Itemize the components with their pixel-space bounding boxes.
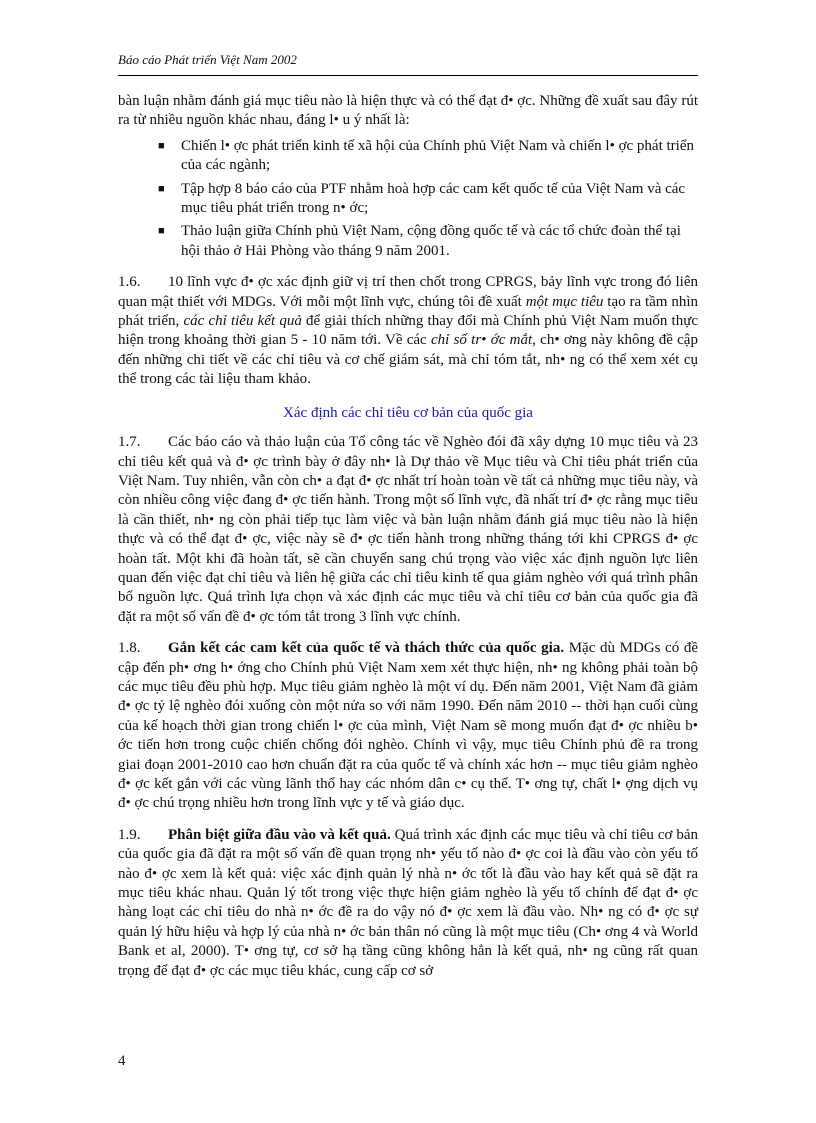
paragraph-text: 10 lĩnh vực đ• ợc xác định giữ vị trí then chốt trong CPRGS, bảy lĩnh vực trong đó liên quan mật thiết với MDGs. Với mỗi một lĩnh vực, chúng tôi đề xuất [118,274,698,310]
italic-term: các chỉ tiêu kết quả [183,313,302,330]
list-item [118,137,698,176]
paragraph-number: 1.8. [118,640,141,657]
paragraph-text: , ch• ơng này không đề cập đến những chi tiết về các chỉ tiêu và cơ chế giám sát, mà chỉ tóm tắt, nh• ng có thể xem xét cụ thể trong các tài liệu tham khảo. [118,332,698,388]
page-number: 4 [118,1053,126,1069]
paragraph-1-7 [118,433,698,627]
paragraph-number: 1.6. [118,274,141,291]
bullet-list [118,137,698,261]
running-header: Báo cáo Phát triển Việt Nam 2002 [118,52,297,67]
paragraph-text: để giải thích những thay đổi mà Chính phủ Việt Nam muốn thực hiện trong khoảng thời gian 5 - 10 năm tới. Về các [118,313,698,349]
paragraph-1-6 [118,273,698,389]
square-bullet-icon: ■ [158,182,165,195]
italic-term: một mục tiêu [525,293,604,310]
list-item [118,180,698,219]
paragraph-1-9 [118,826,698,981]
square-bullet-icon: ■ [158,225,165,238]
bullet-text: Thảo luận giữa Chính phủ Việt Nam, cộng đồng quốc tế và các tổ chức đoàn thể tại hội thảo ở Hải Phòng vào tháng 9 năm 2001. [181,223,681,259]
italic-term: chỉ số tr• ớc mắt [430,332,533,349]
paragraph-bold-lead: Phân biệt giữa đầu vào và kết quả. [168,826,391,843]
paragraph-number: 1.7. [118,434,141,451]
header-rule [118,75,698,76]
paragraph-text: tạo ra tầm nhìn phát triển, [118,293,698,330]
paragraph-1-8 [118,639,698,814]
bullet-text: Chiến l• ợc phát triển kinh tế xã hội của Chính phủ Việt Nam và chiến l• ợc phát triển của các ngành; [181,137,694,174]
square-bullet-icon: ■ [158,139,165,152]
list-item [118,222,698,261]
section-heading: Xác định các chỉ tiêu cơ bản của quốc gia [283,404,533,421]
bullet-text: Tập hợp 8 báo cáo của PTF nhằm hoà hợp các cam kết quốc tế của Việt Nam và các mục tiêu phát triển trong n• ớc; [181,180,686,217]
paragraph-number: 1.9. [118,826,141,843]
paragraph-text: Quá trình xác định các mục tiêu và chỉ tiêu cơ bản của quốc gia đã đặt ra một số vấn đề quan trọng nh• yếu tố nào đ• ợc coi là đầu vào còn yếu tố nào đ• ợc xem là kết quả: việc xác định quản lý nhà n• ớc tốt là đầu vào hay kết quả sẽ đặt ra mục tiêu khác nhau. Quản lý tốt trong việc thực hiện giảm nghèo là yếu tố chính để đạt đ• ợc hàng loạt các chỉ tiêu do nhà n• ớc đề ra do vậy nó đ• ợc xem là đầu vào. Nh• ng có đ• ợc sự quản lý hữu hiệu và hợp lý của nhà n• ớc bản thân nó cũng là một mục tiêu (Ch• ơng 4 và World Bank et al, 2000). T• ơng tự, cơ sở hạ tầng cũng không hẳn là kết quả, nh• ng cũng rất quan trọng để đạt đ• ợc các mục tiêu khác, cung cấp cơ sở [118,826,698,979]
document-body [118,92,698,981]
paragraph-text: Các báo cáo và thảo luận của Tổ công tác về Nghèo đói đã xây dựng 10 mục tiêu và 23 chỉ tiêu kết quả và đ• ợc trình bày ở đây nh• là Dự thảo về Mục tiêu và Chỉ tiêu phát triển của Việt Nam. Tuy nhiên, vẫn còn ch• a đạt đ• ợc nhất trí hoàn toàn về tất cả những mục tiêu này, và còn nhiều công việc đang đ• ợc tiến hành. Trong một số lĩnh vực, đã nhất trí đ• ợc rằng mục tiêu là cần thiết, nh• ng còn phải tiếp tục làm việc và bàn luận nhằm đánh giá mục tiêu nào là hiện thực và có thể đạt đ• ợc, việc này sẽ đ• ợc tiến hành trong những tháng tới khi CPRGS đ• ợc hoàn tất. Một khi đã hoàn tất, sẽ cần chuyển sang chú trọng vào việc xác định nguồn lực liên quan đến việc đạt chỉ tiêu và liên hệ giữa các chỉ tiêu kinh tế qua giảm nghèo với quá trình phân bổ nguồn lực. Quá trình lựa chọn và xác định các mục tiêu và chỉ tiêu cơ bản của quốc gia đã đặt ra một số vấn đề đ• ợc tóm tắt trong 3 lĩnh vực chính. [118,434,698,625]
intro-paragraph: bàn luận nhằm đánh giá mục tiêu nào là hiện thực và có thể đạt đ• ợc. Những đề xuất sau đây rút ra từ nhiều nguồn khác nhau, đáng l• u ý nhất là: [118,93,698,129]
paragraph-bold-lead: Gắn kết các cam kết của quốc tế và thách thức của quốc gia. [168,640,565,657]
paragraph-text: Mặc dù MDGs có đề cập đến ph• ơng h• ớng cho Chính phủ Việt Nam xem xét thực hiện, nh• ng không phải toàn bộ các mục tiêu đều phù hợp. Mục tiêu giảm nghèo là một ví dụ. Đến năm 2001, Việt Nam đã giảm đ• ợc tỷ lệ nghèo đói xuống còn một nửa so với năm 1990. Đến năm 2010 -- thời hạn cuối cùng của kế hoạch thời gian trong chiến l• ợc của mình, Việt Nam sẽ mong muốn đạt đ• ợc nhiều b• ớc tiến hơn trong cuộc chiến chống đói nghèo. Chính vì vậy, mục tiêu Chính phủ đề ra trong giai đoạn 2001-2010 cao hơn chuẩn đặt ra của quốc tế và chính xác hơn -- mục tiêu giảm nghèo đ• ợc kết gắn với các vùng lãnh thổ hay các nhóm dân c• cụ thể. T• ơng tự, chất l• ợng dịch vụ đ• ợc chú trọng nhiều hơn trong lĩnh vực y tế và giáo dục. [118,640,698,812]
